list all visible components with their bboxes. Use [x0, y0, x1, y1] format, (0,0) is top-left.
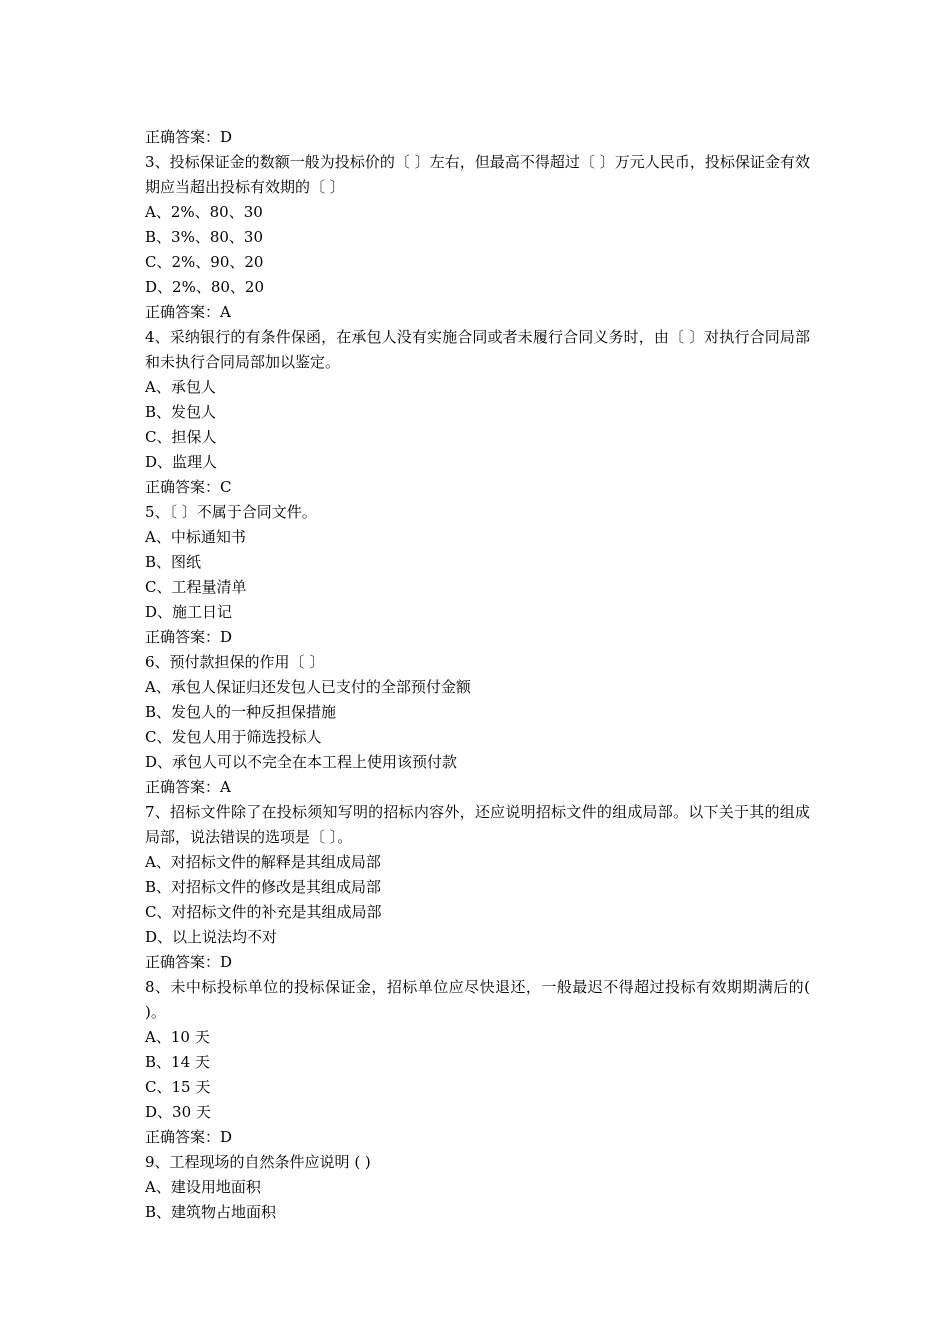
- question-3: [145, 150, 810, 325]
- option-d: D、30 天: [145, 1103, 211, 1121]
- question-stem: 4、采纳银行的有条件保函，在承包人没有实施合同或者未履行合同义务时，由〔 〕对执行合同局部和未执行合同局部加以鉴定。: [145, 328, 810, 371]
- option-d: D、以上说法均不对: [145, 928, 278, 946]
- question-stem: 9、工程现场的自然条件应说明 ( ): [145, 1153, 371, 1171]
- question-stem: 7、招标文件除了在投标须知写明的招标内容外，还应说明招标文件的组成局部。以下关于其的组成局部，说法错误的选项是〔 〕。: [145, 803, 810, 846]
- option-a: A、承包人保证归还发包人已支付的全部预付金额: [145, 678, 471, 696]
- option-a: A、对招标文件的解释是其组成局部: [145, 853, 381, 871]
- answer-line: 正确答案：D: [145, 128, 233, 146]
- option-b: B、图纸: [145, 553, 202, 571]
- option-a: A、2%、80、30: [145, 203, 263, 221]
- option-c: C、担保人: [145, 428, 217, 446]
- option-a: A、中标通知书: [145, 528, 246, 546]
- option-c: C、工程量清单: [145, 578, 247, 596]
- option-b: B、发包人: [145, 403, 217, 421]
- answer-line: 正确答案：D: [145, 1128, 233, 1146]
- question-stem: 6、预付款担保的作用〔 〕: [145, 653, 325, 671]
- option-c: C、2%、90、20: [145, 253, 264, 271]
- question-7: [145, 800, 810, 975]
- question-stem: 5、〔 〕不属于合同文件。: [145, 503, 317, 521]
- answer-line: 正确答案：D: [145, 953, 233, 971]
- option-b: B、发包人的一种反担保措施: [145, 703, 337, 721]
- answer-line: 正确答案：A: [145, 303, 231, 321]
- option-b: B、建筑物占地面积: [145, 1203, 277, 1221]
- option-d: D、施工日记: [145, 603, 233, 621]
- option-a: A、建设用地面积: [145, 1178, 261, 1196]
- question-6: [145, 650, 810, 800]
- question-5: [145, 500, 810, 650]
- option-d: D、监理人: [145, 453, 218, 471]
- question-stem: 8、未中标投标单位的投标保证金，招标单位应尽快退还，一般最迟不得超过投标有效期期满后的( )。: [145, 978, 815, 1021]
- answer-line: 正确答案：A: [145, 778, 231, 796]
- option-a: A、承包人: [145, 378, 216, 396]
- answer-line: 正确答案：D: [145, 628, 233, 646]
- document-page: [145, 125, 815, 1225]
- question-4: [145, 325, 810, 500]
- option-c: C、对招标文件的补充是其组成局部: [145, 903, 382, 921]
- option-a: A、10 天: [145, 1028, 210, 1046]
- option-b: B、14 天: [145, 1053, 210, 1071]
- option-b: B、3%、80、30: [145, 228, 263, 246]
- option-c: C、发包人用于筛选投标人: [145, 728, 322, 746]
- question-stem: 3、投标保证金的数额一般为投标价的〔 〕左右，但最高不得超过〔 〕万元人民币，投标保证金有效期应当超出投标有效期的〔 〕: [145, 153, 810, 196]
- question-8: [145, 975, 815, 1150]
- question-9: [145, 1150, 810, 1225]
- answer-line: 正确答案：C: [145, 478, 232, 496]
- option-d: D、承包人可以不完全在本工程上使用该预付款: [145, 753, 458, 771]
- option-b: B、对招标文件的修改是其组成局部: [145, 878, 382, 896]
- option-d: D、2%、80、20: [145, 278, 264, 296]
- option-c: C、15 天: [145, 1078, 211, 1096]
